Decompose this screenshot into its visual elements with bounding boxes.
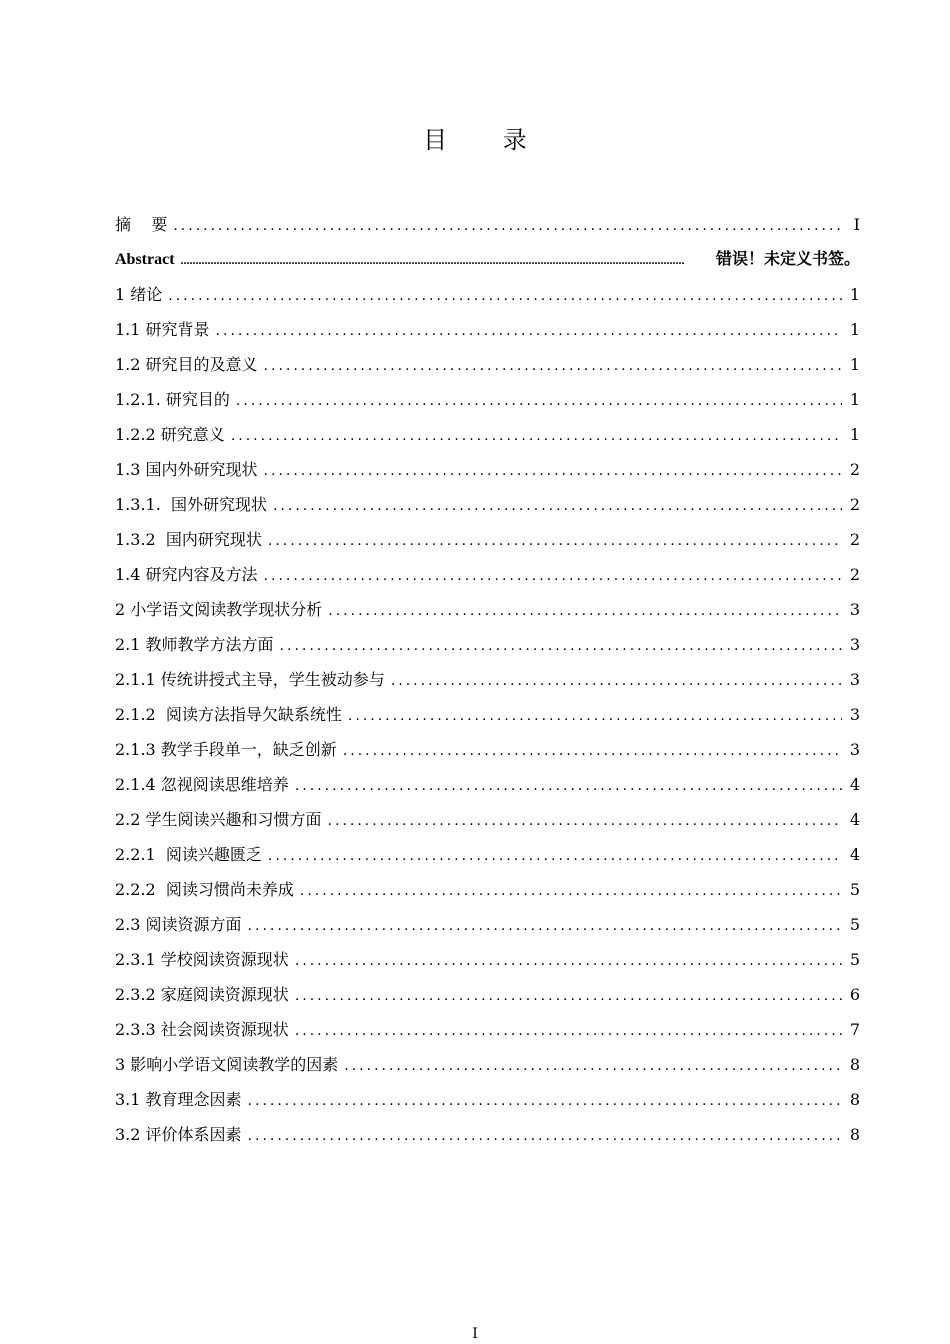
toc-entry-label: 2.3.3 社会阅读资源现状 — [115, 1020, 289, 1039]
toc-leader-dots — [268, 524, 842, 559]
toc-leader-dots — [295, 979, 842, 1014]
toc-entry[interactable] — [115, 417, 860, 452]
toc-entry-label: 1 绪论 — [115, 285, 163, 304]
toc-entry[interactable] — [115, 907, 860, 942]
toc-entry-abstract-en[interactable] — [115, 242, 860, 277]
toc-leader-dots — [348, 699, 842, 734]
toc-leader-dots — [300, 874, 842, 909]
toc-entry-label: 3.1 教育理念因素 — [115, 1090, 242, 1109]
toc-entry-label: 2.1.4 忽视阅读思维培养 — [115, 775, 289, 794]
toc-entry-label: 1.1 研究背景 — [115, 320, 210, 339]
toc-entry-page: 5 — [849, 915, 860, 934]
toc-entry[interactable] — [115, 347, 860, 382]
toc-entry-label: 2.1.2 阅读方法指导欠缺系统性 — [115, 705, 342, 724]
toc-entry-label: 摘 要 — [115, 215, 168, 234]
toc-entry[interactable] — [115, 942, 860, 977]
toc-entry-page: 1 — [849, 355, 860, 374]
toc-title: 目 录 — [423, 126, 551, 154]
toc-entry-page: 3 — [849, 705, 860, 724]
toc-entry-label: 3.2 评价体系因素 — [115, 1125, 242, 1144]
toc-entry-label: 2.3 阅读资源方面 — [115, 915, 242, 934]
toc-entry[interactable] — [115, 767, 860, 802]
toc-entry[interactable] — [115, 837, 860, 872]
toc-entry-label: 1.3.2 国内研究现状 — [115, 530, 262, 549]
toc-entry-label: 2.1.3 教学手段单一，缺乏创新 — [115, 740, 337, 759]
toc-entry-abstract-cn[interactable] — [115, 207, 860, 242]
toc-entry-page: 8 — [849, 1125, 860, 1144]
toc-entry-label: 1.4 研究内容及方法 — [115, 565, 258, 584]
toc-entry-label: 2.2.2 阅读习惯尚未养成 — [115, 880, 294, 899]
toc-leader-dots — [173, 209, 842, 244]
toc-leader-dots — [264, 559, 842, 594]
toc-entry[interactable] — [115, 977, 860, 1012]
toc-entry-label: 1.2.1. 研究目的 — [115, 390, 230, 409]
toc-leader-dots — [216, 314, 842, 349]
toc-leader-dots — [343, 734, 842, 769]
toc-leader-dots — [264, 454, 842, 489]
toc-leader-dots — [181, 243, 708, 278]
toc-entry-page: 1 — [849, 320, 860, 339]
toc-entry-page: 8 — [849, 1090, 860, 1109]
toc-entry-page: 4 — [849, 810, 860, 829]
toc-leader-dots — [248, 1119, 842, 1154]
toc-entry[interactable] — [115, 872, 860, 907]
toc-entry-page: 3 — [849, 635, 860, 654]
toc-entry[interactable] — [115, 557, 860, 592]
toc-entry-page: 1 — [849, 285, 860, 304]
toc-entry-page: 5 — [849, 950, 860, 969]
toc-entry[interactable] — [115, 732, 860, 767]
toc-entry-page: 7 — [849, 1020, 860, 1039]
toc-entry-label: Abstract — [115, 251, 175, 268]
toc-entry[interactable] — [115, 592, 860, 627]
toc-entry[interactable] — [115, 1047, 860, 1082]
toc-leader-dots — [295, 769, 842, 804]
toc-entry-page: 5 — [849, 880, 860, 899]
toc-entry-page: 2 — [849, 460, 860, 479]
toc-entry[interactable] — [115, 1082, 860, 1117]
toc-entry[interactable] — [115, 802, 860, 837]
toc-leader-dots — [168, 279, 842, 314]
toc-entry[interactable] — [115, 697, 860, 732]
toc-entry-label: 1.2.2 研究意义 — [115, 425, 225, 444]
toc-entry-page: 4 — [849, 845, 860, 864]
toc-entry-label: 2 小学语文阅读教学现状分析 — [115, 600, 323, 619]
toc-entry-page: 2 — [849, 565, 860, 584]
toc-entry-label: 2.1 教师教学方法方面 — [115, 635, 274, 654]
toc-entry-label: 2.2.1 阅读兴趣匮乏 — [115, 845, 262, 864]
toc-entry-page: 错误！未定义书签。 — [715, 251, 860, 268]
toc-leader-dots — [268, 839, 842, 874]
toc-entry-page: 2 — [849, 530, 860, 549]
toc-entry-page: 1 — [849, 425, 860, 444]
toc-leader-dots — [264, 349, 842, 384]
toc-entry[interactable] — [115, 312, 860, 347]
toc-leader-dots — [248, 1084, 842, 1119]
toc-entry[interactable] — [115, 277, 860, 312]
toc-leader-dots — [328, 594, 842, 629]
toc-entry-label: 2.3.2 家庭阅读资源现状 — [115, 985, 289, 1004]
toc-entry-label: 2.2 学生阅读兴趣和习惯方面 — [115, 810, 322, 829]
toc-leader-dots — [231, 419, 842, 454]
toc-leader-dots — [295, 944, 842, 979]
toc-leader-dots — [236, 384, 842, 419]
toc-entry[interactable] — [115, 1012, 860, 1047]
toc-entry[interactable] — [115, 522, 860, 557]
toc-entry-label: 1.2 研究目的及意义 — [115, 355, 258, 374]
toc-leader-dots — [344, 1049, 842, 1084]
toc-leader-dots — [273, 489, 842, 524]
table-of-contents — [115, 207, 860, 1152]
toc-entry[interactable] — [115, 382, 860, 417]
toc-entry[interactable] — [115, 452, 860, 487]
toc-entry[interactable] — [115, 487, 860, 522]
toc-entry-page: 8 — [849, 1055, 860, 1074]
toc-entry-page: 4 — [849, 775, 860, 794]
toc-entry-page: 2 — [849, 495, 860, 514]
toc-entry-label: 2.1.1 传统讲授式主导，学生被动参与 — [115, 670, 385, 689]
toc-entry-page: 3 — [849, 740, 860, 759]
toc-entry[interactable] — [115, 627, 860, 662]
toc-entry[interactable] — [115, 1117, 860, 1152]
toc-entry-label: 2.3.1 学校阅读资源现状 — [115, 950, 289, 969]
toc-leader-dots — [280, 629, 842, 664]
toc-entry-label: 1.3.1. 国外研究现状 — [115, 495, 267, 514]
page-number: I — [472, 1326, 478, 1342]
toc-entry-page: 1 — [849, 390, 860, 409]
toc-entry-label: 3 影响小学语文阅读教学的因素 — [115, 1055, 339, 1074]
toc-leader-dots — [295, 1014, 842, 1049]
toc-entry-page: I — [853, 215, 860, 234]
toc-entry[interactable] — [115, 662, 860, 697]
toc-leader-dots — [248, 909, 842, 944]
toc-entry-page: 3 — [849, 600, 860, 619]
toc-leader-dots — [328, 804, 842, 839]
toc-entry-page: 3 — [849, 670, 860, 689]
toc-entry-page: 6 — [849, 985, 860, 1004]
toc-leader-dots — [391, 664, 842, 699]
toc-entry-label: 1.3 国内外研究现状 — [115, 460, 258, 479]
